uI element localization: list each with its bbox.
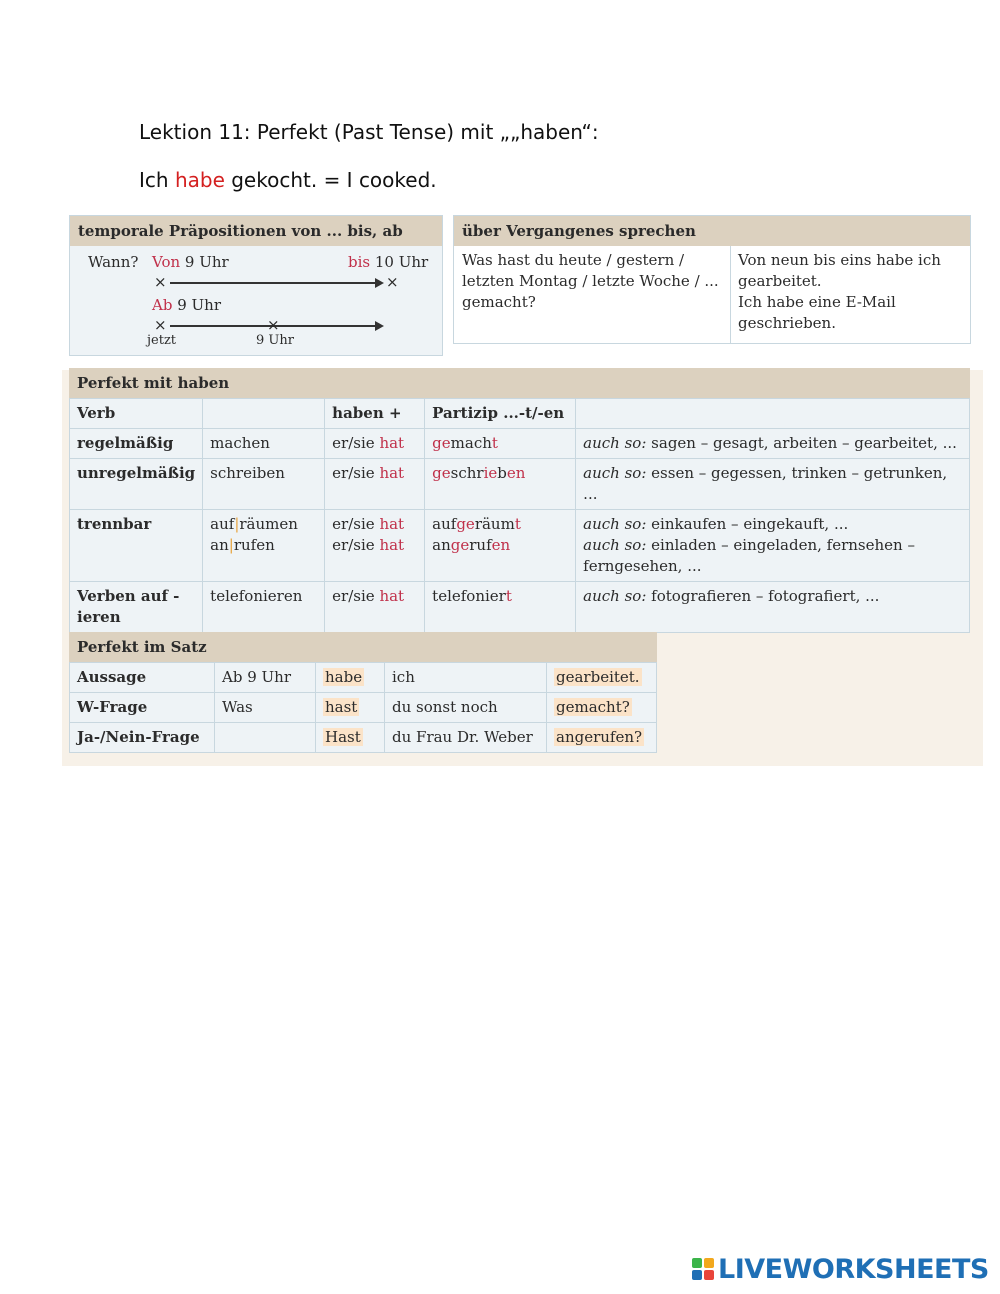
sentence-type: Ja-/Nein-Frage xyxy=(70,723,215,753)
sentence-type: W-Frage xyxy=(70,693,215,723)
prepositions-title: temporale Präpositionen von ... bis, ab xyxy=(70,216,442,246)
perfekt-table-box xyxy=(69,368,970,633)
position-1: Ab 9 Uhr xyxy=(215,663,316,693)
table-row xyxy=(70,693,657,723)
sentence-type: Aussage xyxy=(70,663,215,693)
verb-position-2: habe xyxy=(316,663,385,693)
nine-uhr-label: 9 Uhr xyxy=(256,333,294,348)
table-row xyxy=(70,429,970,459)
perfekt-title: Perfekt mit haben xyxy=(69,368,970,398)
verb-type: unregelmäßig xyxy=(70,459,203,510)
answer-1: Von neun bis eins habe ich gearbeitet. xyxy=(738,251,941,290)
past-answers xyxy=(738,250,966,334)
bis-label: bis 10 Uhr xyxy=(348,253,429,271)
haben-form: er/sie hat xyxy=(325,429,425,459)
also-examples: auch so: essen – gegessen, trinken – getrunken, ... xyxy=(576,459,970,510)
middle-field: du Frau Dr. Weber xyxy=(385,723,547,753)
haben-form: er/sie hat xyxy=(325,582,425,633)
also-examples: auch so: sagen – gesagt, arbeiten – gearbeitet, ... xyxy=(576,429,970,459)
sentence-end: gearbeitet. xyxy=(547,663,657,693)
satz-title: Perfekt im Satz xyxy=(69,632,657,662)
table-header-row xyxy=(70,399,970,429)
lesson-title: Lektion 11: Perfekt (Past Tense) mit „„haben“: xyxy=(139,120,599,144)
header-cell xyxy=(576,399,970,429)
infinitive: machen xyxy=(203,429,325,459)
jetzt-label: jetzt xyxy=(147,333,177,348)
sentence-end: gemacht? xyxy=(547,693,657,723)
x-mark: × xyxy=(386,273,399,291)
example-sentence xyxy=(139,168,437,192)
example-post: gekocht. = I cooked. xyxy=(224,168,437,192)
verb-position-2: hast xyxy=(316,693,385,723)
haben-form: er/sie hat xyxy=(325,459,425,510)
also-examples: auch so: fotografieren – fotografiert, ... xyxy=(576,582,970,633)
divider xyxy=(730,246,731,343)
participle: telefoniert xyxy=(425,582,576,633)
position-1 xyxy=(215,723,316,753)
example-highlight: habe xyxy=(174,168,225,192)
table-row xyxy=(70,510,970,582)
verb-position-2: Hast xyxy=(316,723,385,753)
logo-text: LIVEWORKSHEETS xyxy=(718,1253,989,1285)
example-pre: Ich xyxy=(139,168,175,192)
perfekt-table xyxy=(69,398,970,633)
satz-table-box xyxy=(69,632,657,753)
answer-2: Ich habe eine E-Mail geschrieben. xyxy=(738,293,896,332)
infinitive: schreiben xyxy=(203,459,325,510)
prepositions-box xyxy=(69,215,443,356)
infinitive: telefonieren xyxy=(203,582,325,633)
x-mark: × xyxy=(154,316,167,334)
arrow-head-1 xyxy=(375,278,384,288)
header-cell: Partizip ...-t/-en xyxy=(425,399,576,429)
header-cell: Verb xyxy=(70,399,203,429)
table-row xyxy=(70,723,657,753)
x-mark: × xyxy=(154,273,167,291)
arrow-head-2 xyxy=(375,321,384,331)
participle: geschrieben xyxy=(425,459,576,510)
von-label: Von 9 Uhr xyxy=(152,253,229,271)
verb-type: Verben auf -ieren xyxy=(70,582,203,633)
verb-type: regelmäßig xyxy=(70,429,203,459)
x-mark: × xyxy=(267,316,280,334)
header-cell: haben + xyxy=(325,399,425,429)
haben-form: er/sie hat er/sie hat xyxy=(325,510,425,582)
participle: gemacht xyxy=(425,429,576,459)
past-question: Was hast du heute / gestern / letzten Montag / letzte Woche / ... gemacht? xyxy=(462,251,719,311)
past-speaking-title: über Vergangenes sprechen xyxy=(454,216,970,246)
table-row xyxy=(70,459,970,510)
middle-field: ich xyxy=(385,663,547,693)
table-row xyxy=(70,663,657,693)
header-cell xyxy=(203,399,325,429)
infinitive: auf|räumen an|rufen xyxy=(203,510,325,582)
logo-icon xyxy=(692,1258,714,1280)
middle-field: du sonst noch xyxy=(385,693,547,723)
verb-type: trennbar xyxy=(70,510,203,582)
arrow-line-1 xyxy=(170,282,376,284)
wann-label: Wann? xyxy=(88,253,139,271)
table-row xyxy=(70,582,970,633)
participle: aufgeräumt angerufen xyxy=(425,510,576,582)
past-speaking-box xyxy=(453,215,971,344)
ab-label: Ab 9 Uhr xyxy=(152,296,221,314)
position-1: Was xyxy=(215,693,316,723)
sentence-end: angerufen? xyxy=(547,723,657,753)
also-examples: auch so: einkaufen – eingekauft, ... auch so: einladen – eingeladen, fernsehen – ferngesehen, ... xyxy=(576,510,970,582)
satz-table xyxy=(69,662,657,753)
liveworksheets-logo xyxy=(692,1252,989,1286)
